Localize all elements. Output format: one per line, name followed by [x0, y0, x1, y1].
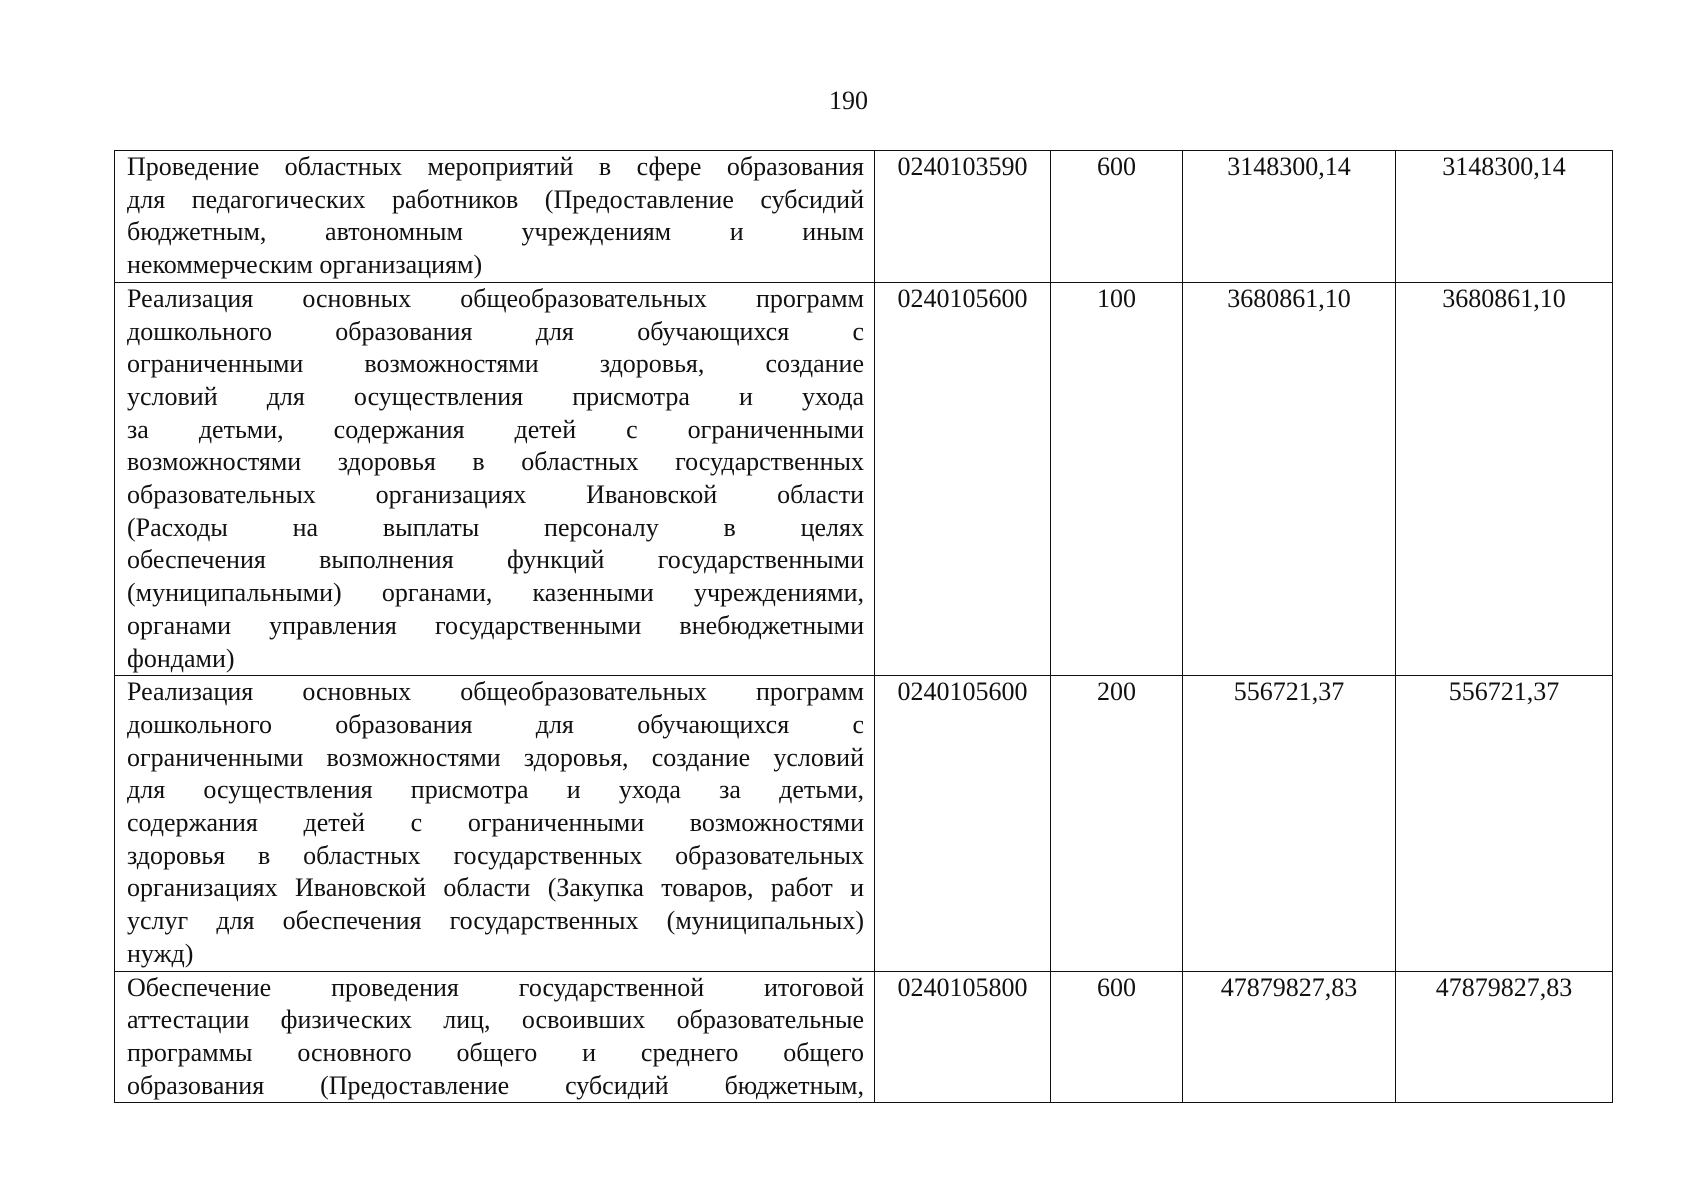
description-line: организациях Ивановской области (Закупка товаров, работ и	[127, 873, 864, 903]
description-line: Реализация основных общеобразовательных программ	[127, 677, 864, 707]
description-line: условий для осуществления присмотра и ухода	[127, 381, 864, 411]
row-description	[115, 282, 875, 675]
row-amount-2: 47879827,83	[1396, 971, 1613, 1103]
description-line: здоровья в областных государственных образовательных	[127, 840, 864, 870]
row-amount-1: 556721,37	[1183, 676, 1396, 971]
description-line: Проведение областных мероприятий в сфере образования	[127, 152, 864, 181]
description-line: образования (Предоставление субсидий бюджетным,	[127, 1070, 864, 1100]
row-code: 0240105600	[875, 676, 1051, 971]
description-line: возможностями здоровья в областных государственных	[127, 447, 864, 477]
row-code: 0240105600	[875, 282, 1051, 675]
row-amount-1: 3148300,14	[1183, 151, 1396, 283]
row-code: 0240105800	[875, 971, 1051, 1103]
row-amount-2: 3680861,10	[1396, 282, 1613, 675]
table-row	[115, 676, 1613, 971]
description-line: аттестации физических лиц, освоивших образовательные	[127, 1005, 864, 1035]
description-line: образовательных организациях Ивановской области	[127, 480, 864, 510]
description-line: (Расходы на выплаты персоналу в целях	[127, 512, 864, 542]
row-code: 0240103590	[875, 151, 1051, 283]
description-line: услуг для обеспечения государственных (муниципальных)	[127, 906, 864, 936]
description-line: Обеспечение проведения государственной итоговой	[127, 972, 864, 1002]
table-row	[115, 151, 1613, 283]
row-expense-type: 600	[1051, 971, 1183, 1103]
row-amount-1: 3680861,10	[1183, 282, 1396, 675]
row-amount-2: 556721,37	[1396, 676, 1613, 971]
row-description	[115, 151, 875, 283]
description-line: (муниципальными) органами, казенными учреждениями,	[127, 578, 864, 608]
page-number: 190	[829, 86, 868, 115]
row-expense-type: 200	[1051, 676, 1183, 971]
description-line: ограниченными возможностями здоровья, создание условий	[127, 742, 864, 772]
row-amount-1: 47879827,83	[1183, 971, 1396, 1103]
description-line: фондами)	[127, 643, 235, 673]
description-line: дошкольного образования для обучающихся с	[127, 316, 864, 346]
description-line: некоммерческим организациям)	[127, 250, 483, 280]
description-line: программы основного общего и среднего общего	[127, 1037, 864, 1067]
table-body	[115, 151, 1613, 1103]
description-line: нужд)	[127, 938, 194, 968]
row-expense-type: 600	[1051, 151, 1183, 283]
description-line: органами управления государственными внебюджетными	[127, 610, 864, 640]
row-amount-2: 3148300,14	[1396, 151, 1613, 283]
description-line: Реализация основных общеобразовательных программ	[127, 283, 864, 313]
table-row	[115, 282, 1613, 675]
description-line: бюджетным, автономным учреждениям и иным	[127, 217, 864, 247]
description-line: содержания детей с ограниченными возможностями	[127, 808, 864, 838]
description-line: для педагогических работников (Предоставление субсидий	[127, 184, 864, 214]
row-description	[115, 676, 875, 971]
description-line: обеспечения выполнения функций государственными	[127, 545, 864, 575]
table-row	[115, 971, 1613, 1103]
description-line: для осуществления присмотра и ухода за детьми,	[127, 775, 864, 805]
budget-table	[114, 150, 1613, 1103]
row-description	[115, 971, 875, 1103]
description-line: за детьми, содержания детей с ограниченными	[127, 414, 864, 444]
row-expense-type: 100	[1051, 282, 1183, 675]
description-line: дошкольного образования для обучающихся с	[127, 709, 864, 739]
description-line: ограниченными возможностями здоровья, создание	[127, 349, 864, 379]
